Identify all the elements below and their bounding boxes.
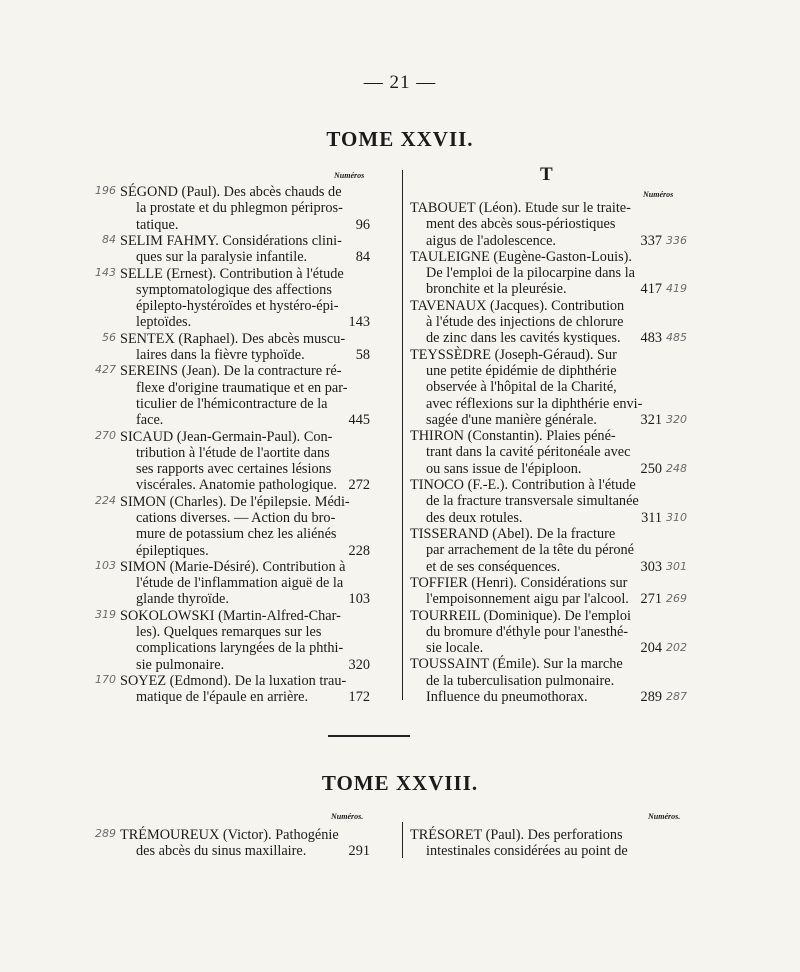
entry-text-line [410, 330, 662, 346]
entry-number: 103 [348, 591, 370, 608]
numeros-label-left-28: Numéros. [331, 812, 364, 821]
handwritten-annotation: 202 [666, 641, 687, 655]
entry-text: et de ses conséquences. [426, 558, 561, 575]
entry-text-line [410, 412, 662, 428]
index-entry [410, 607, 687, 657]
entry-text: aigus de l'adolescence. [426, 232, 556, 249]
entry-text: SOYEZ (Edmond). De la luxation trau- [120, 673, 347, 689]
entry-heading-line [410, 200, 662, 216]
entry-text: TAULEIGNE (Eugène-Gaston-Louis). [410, 248, 632, 265]
entry-text: THIRON (Constantin). Plaies péné- [410, 428, 616, 445]
entry-text: SELLE (Ernest). Contribution à l'étude [120, 265, 344, 282]
entry-text: des deux rotules. [426, 509, 523, 526]
entry-text: laires dans la fièvre typhoïde. [136, 346, 305, 363]
entry-heading-line [410, 608, 662, 624]
entry-text: avec réflexions sur la diphthérie envi- [426, 395, 643, 412]
entry-text-line [410, 624, 662, 640]
index-entry [95, 827, 370, 860]
page-number: — 21 — [363, 72, 437, 93]
entry-text: tatique. [136, 216, 179, 233]
entry-number: 289 [640, 688, 662, 705]
entry-text: De l'emploi de la pilocarpine dans la [426, 265, 636, 282]
entry-text: TABOUET (Léon). Etude sur le traite- [410, 200, 631, 216]
entry-heading-line [120, 559, 370, 575]
entry-text-line [410, 444, 662, 460]
entry-text-line [120, 575, 370, 591]
entry-heading-line [120, 429, 370, 445]
entry-text-line [410, 493, 662, 509]
entry-number: 172 [348, 689, 370, 706]
entry-text: les). Quelques remarques sur les [136, 624, 322, 641]
numeros-label-left: Numéros [334, 171, 365, 180]
entry-text: viscérales. Anatomie pathologique. [136, 477, 337, 494]
index-entry [95, 607, 370, 673]
entry-text: la prostate et du phlegmon péripros- [136, 200, 343, 217]
entry-text: épileptiques. [136, 542, 209, 559]
entry-text: l'empoisonnement aigu par l'alcool. [426, 591, 629, 608]
entry-text: Influence du pneumothorax. [426, 688, 588, 705]
index-entry [410, 827, 662, 860]
entry-text-line [120, 510, 370, 526]
index-entry [410, 346, 687, 428]
handwritten-annotation: 310 [666, 510, 687, 524]
entry-text-line [120, 843, 370, 859]
entry-text: par arrachement de la tête du péroné [426, 542, 634, 559]
entry-text-line [410, 396, 662, 412]
entry-number: 250 [640, 460, 662, 477]
handwritten-annotation: 196 [95, 184, 116, 197]
entry-number: 143 [348, 314, 370, 331]
handwritten-annotation: 269 [666, 592, 687, 606]
handwritten-annotation: 287 [666, 689, 687, 703]
entry-text-line [120, 298, 370, 314]
entry-text: observée à l'hôpital de la Charité, [426, 379, 617, 396]
numeros-label-right-28: Numéros. [648, 812, 681, 821]
entry-text-line [410, 640, 662, 656]
entry-text-line [410, 281, 662, 297]
index-entry [95, 184, 370, 233]
entry-number: 303 [640, 558, 662, 575]
entry-text: intestinales considérées au point de [426, 843, 628, 860]
handwritten-annotation: 103 [95, 558, 116, 572]
entry-number: 311 [641, 509, 662, 526]
index-entry [410, 477, 687, 526]
entry-heading-line [120, 827, 370, 843]
entry-text-line [410, 314, 662, 330]
tome-28-title: TOME XXVIII. [321, 771, 479, 795]
entry-text: TOURREIL (Dominique). De l'emploi [410, 607, 631, 624]
entry-text-line [410, 216, 662, 232]
handwritten-annotation: 270 [95, 428, 116, 442]
index-entry [410, 248, 687, 298]
index-entry [410, 656, 687, 705]
entry-heading-line [120, 233, 370, 249]
index-entry [95, 558, 370, 608]
entry-text: glande thyroïde. [136, 591, 229, 608]
entry-text-line [120, 282, 370, 298]
column-divider [402, 170, 403, 700]
entry-text-line [120, 689, 370, 705]
entry-text: SENTEX (Raphael). Des abcès muscu- [120, 330, 346, 347]
entry-text: de zinc dans les cavités kystiques. [426, 330, 621, 347]
entry-text-line [120, 640, 370, 656]
entry-text-line [120, 200, 370, 216]
entry-text: tribution à l'étude de l'aortite dans [136, 444, 330, 461]
entry-heading-line [120, 673, 370, 689]
entry-heading-line [410, 428, 662, 444]
index-entry [95, 363, 370, 429]
entry-text: TOUSSAINT (Émile). Sur la marche [410, 656, 623, 673]
index-entry [95, 428, 370, 494]
entry-text: SEREINS (Jean). De la contracture ré- [120, 363, 342, 380]
entry-heading-line [410, 249, 662, 265]
entry-text: TINOCO (F.-E.). Contribution à l'étude [410, 477, 636, 494]
entry-text-line [120, 314, 370, 330]
handwritten-annotation: 485 [666, 331, 687, 345]
entry-text-line [410, 673, 662, 689]
entry-text-line [410, 363, 662, 379]
entry-heading-line [410, 347, 662, 363]
entry-number: 445 [348, 412, 370, 429]
tome-27-title: TOME XXVII. [326, 127, 474, 151]
handwritten-annotation: 56 [102, 330, 116, 344]
entry-text-line [410, 265, 662, 281]
entry-text-line [120, 396, 370, 412]
entry-text-line [410, 559, 662, 575]
entry-number: 96 [355, 216, 370, 233]
entry-text-line [410, 542, 662, 558]
handwritten-annotation: 427 [95, 363, 116, 377]
entry-text: face. [136, 412, 164, 429]
entry-text: TRÉMOUREUX (Victor). Pathogénie [120, 827, 339, 843]
entry-text: complications laryngées de la phthi- [136, 640, 344, 657]
entry-number: 483 [640, 330, 662, 347]
entry-heading-line [120, 608, 370, 624]
entry-text: bronchite et la pleurésie. [426, 281, 567, 298]
index-entry [95, 265, 370, 331]
entry-text: ou sans issue de l'épiploon. [426, 460, 582, 477]
entry-number: 337 [640, 232, 662, 249]
entry-number: 84 [355, 249, 370, 266]
entry-text-line [120, 477, 370, 493]
entry-heading-line [120, 184, 370, 200]
entry-text: matique de l'épaule en arrière. [136, 689, 309, 706]
entry-number: 228 [348, 542, 370, 559]
entry-text: TISSERAND (Abel). De la fracture [410, 526, 616, 542]
handwritten-annotation: 320 [666, 412, 687, 426]
entry-text: TEYSSÈDRE (Joseph-Géraud). Sur [410, 346, 617, 363]
entry-heading-line [410, 526, 662, 542]
entry-heading-line [410, 298, 662, 314]
entry-number: 320 [348, 656, 370, 673]
handwritten-annotation: 301 [666, 559, 687, 573]
index-entry [410, 428, 687, 477]
entry-text-line [120, 380, 370, 396]
handwritten-annotation: 224 [95, 493, 116, 507]
entry-text-line [120, 526, 370, 542]
entry-heading-line [120, 331, 370, 347]
entry-text-line [410, 689, 662, 705]
entry-text-line [410, 510, 662, 526]
entry-text: symptomatologique des affections [136, 281, 332, 298]
entry-number: 272 [348, 477, 370, 494]
entry-heading-line [410, 656, 662, 672]
entry-text: SICAUD (Jean-Germain-Paul). Con- [120, 428, 333, 445]
entry-heading-line [410, 477, 662, 493]
handwritten-annotation: 319 [95, 607, 116, 621]
entry-text: sie pulmonaire. [136, 656, 225, 673]
entry-text: du bromure d'éthyle pour l'anesthé- [426, 623, 629, 640]
entry-text: une petite épidémie de diphthérie [426, 362, 617, 379]
entry-heading-line [410, 827, 662, 843]
entry-text-line [120, 445, 370, 461]
entry-text: ques sur la paralysie infantile. [136, 249, 308, 266]
entry-text: SELIM FAHMY. Considérations clini- [120, 232, 342, 249]
entry-text-line [120, 657, 370, 673]
entry-text-line [120, 461, 370, 477]
handwritten-annotation: 84 [102, 232, 116, 246]
entry-text-line [410, 843, 662, 859]
entry-text: mure de potassium chez les aliénés [136, 526, 337, 543]
entry-number: 321 [640, 411, 662, 428]
entry-text: trant dans la cavité péritonéale avec [426, 444, 631, 461]
entry-text: ticulier de l'hémicontracture de la [136, 395, 328, 412]
entry-text: TAVENAUX (Jacques). Contribution [410, 297, 625, 314]
entry-text: SIMON (Charles). De l'épilepsie. Médi- [120, 493, 350, 510]
entry-number: 417 [640, 281, 662, 298]
entry-text: sagée d'une manière générale. [426, 411, 597, 428]
section-letter-t: T [540, 164, 553, 185]
entry-text: TRÉSORET (Paul). Des perforations [410, 827, 623, 843]
handwritten-annotation: 289 [95, 827, 116, 840]
entry-text: SOKOLOWSKI (Martin-Alfred-Char- [120, 607, 341, 624]
entry-text: TOFFIER (Henri). Considérations sur [410, 574, 628, 591]
entry-text: de la fracture transversale simultanée [426, 493, 639, 510]
section-divider [328, 735, 410, 737]
index-entry [410, 574, 687, 608]
entry-heading-line [120, 494, 370, 510]
index-entry [95, 493, 370, 559]
entry-text-line [410, 591, 662, 607]
entry-text-line [120, 217, 370, 233]
entry-text-line [120, 543, 370, 559]
entry-text: l'étude de l'inflammation aiguë de la [136, 575, 344, 592]
entry-text: flexe d'origine traumatique et en par- [136, 379, 348, 396]
handwritten-annotation: 170 [95, 673, 116, 686]
handwritten-annotation: 248 [666, 461, 687, 475]
entry-text-line [120, 347, 370, 363]
index-entry [410, 200, 687, 249]
entry-text: ment des abcès sous-périostiques [426, 216, 616, 233]
numeros-label-right: Numéros [643, 190, 674, 199]
entry-text-line [120, 591, 370, 607]
entry-number: 291 [348, 843, 370, 860]
entry-heading-line [120, 266, 370, 282]
entry-text-line [120, 412, 370, 428]
entry-number: 271 [640, 591, 662, 608]
entry-text: SIMON (Marie-Désiré). Contribution à [120, 558, 346, 575]
handwritten-annotation: 419 [666, 282, 687, 296]
entry-text-line [410, 461, 662, 477]
entry-text-line [120, 624, 370, 640]
entry-text-line [410, 233, 662, 249]
column-divider-28 [402, 822, 403, 858]
entry-text-line [410, 379, 662, 395]
entry-text: leptoïdes. [136, 314, 192, 331]
entry-number: 204 [640, 640, 662, 657]
index-entry [102, 232, 370, 266]
entry-text: ses rapports avec certaines lésions [136, 461, 332, 478]
entry-text: cations diverses. — Action du bro- [136, 509, 336, 526]
entry-text: SÉGOND (Paul). Des abcès chauds de [120, 184, 342, 200]
index-entry [410, 526, 687, 575]
index-entry [410, 297, 687, 347]
entry-text: à l'étude des injections de chlorure [426, 314, 624, 331]
entry-text-line [120, 249, 370, 265]
handwritten-annotation: 143 [95, 265, 116, 279]
index-entry [102, 330, 370, 364]
entry-text: sie locale. [426, 640, 484, 657]
entry-text: de la tuberculisation pulmonaire. [426, 672, 615, 689]
index-entry [95, 673, 370, 706]
entry-heading-line [120, 363, 370, 379]
entry-text: épilepto-hystéroïdes et hystéro-épi- [136, 298, 339, 315]
entry-text: des abcès du sinus maxillaire. [136, 843, 307, 860]
entry-number: 58 [355, 346, 370, 363]
entry-heading-line [410, 575, 662, 591]
handwritten-annotation: 336 [666, 233, 687, 247]
